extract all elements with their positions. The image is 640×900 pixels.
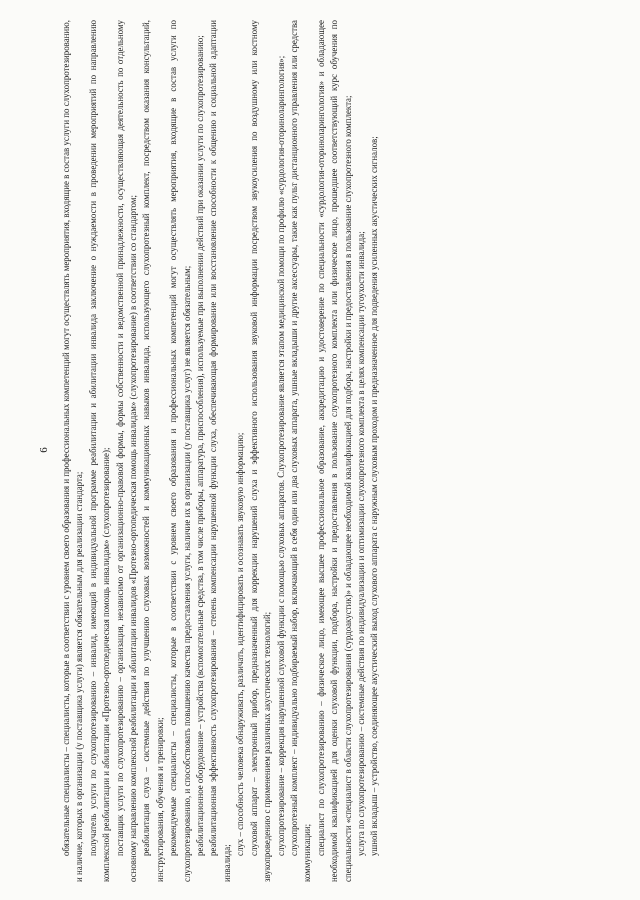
definition-hearing-aid: слуховой аппарат – электронный прибор, предназначенный для коррекции нарушений слуха и эффективного использования звуковой информации посредством звукоусиления по воздушному или костному звукопроведению с применением различных акустических технологий; — [248, 20, 273, 882]
definition-hearing-prosthetics: слухопротезирование – коррекция нарушенной слуховой функции с помощью слуховых аппаратов. Слухопротезирование является этапом медицинской помощи по профилю «сурдология-оториноларингология»; — [275, 55, 286, 856]
definition-rehabilitation-equipment: реабилитационное оборудование – устройства (вспомогательные средства, в том числе приборы, аппаратура, приспособления), используемые при выполнении действий при оказании услуги по слухопротезированию; — [195, 35, 206, 856]
document-body — [60, 20, 382, 882]
definition-ear-mold: ушной вкладыш – устройство, соединяющее акустический выход слухового аппарата с наружным слуховым проходом и предназначенное для подведения усиленных акустических сигналов; — [369, 136, 380, 856]
definition-hearing: слух – способность человека обнаруживать, различать, идентифицировать и осознавать звуковую информацию; — [235, 432, 246, 856]
definition-hearing-rehabilitation: реабилитация слуха – системные действия по улучшению слуховых возможностей и коммуникационных навыков инвалида, использующего слухопротезный комплект, посредством оказания консультаций, инструктирования, обучения и тренировки; — [141, 20, 165, 882]
definition-mandatory-specialists: обязательные специалисты – специалисты, которые в соответствии с уровнем своего образования и профессиональных компетенций могут осуществлять мероприятия, входящие в состав услуги по слухопротезированию, и наличие, которых в организации (у поставщика услуги) является обязательным для реализации стандарта; — [61, 20, 85, 882]
page-number: 6 — [38, 447, 50, 453]
definition-service-recipient: получатель услуги по слухопротезированию – инвалид, имеющий в индивидуальной программе реабилитации и абилитации инвалида заключение о нуждаемости в проведении мероприятий по направлению комплексной реабилитации и абилитации «Протезно-ортопедическая помощь инвалидам» (слухопротезирование); — [87, 20, 112, 882]
definition-rehabilitation-effectiveness: реабилитационная эффективность слухопротезирования – степень компенсации нарушенной функции слуха, обеспечивающая формирование или восстановление способности к общению и социальной адаптации инвалида; — [208, 20, 232, 882]
definition-recommended-specialists: рекомендуемые специалисты – специалисты, которые в соответствии с уровнем своего образования и профессиональных компетенций могут осуществлять мероприятия, входящие в состав услуги по слухопротезированию, и способствовать повышению качества предоставления услуги, наличие их в организации (у поставщика услуг) не является обязательным; — [168, 20, 192, 882]
definition-prosthetics-specialist: специалист по слухопротезированию – физическое лицо, имеющее высшее профессиональное образование, аккредитацию и удостоверение по специальности «сурдология-оториноларингология» и обладающее необходимой квалификацией для оценки слуховой функции, подбора, настройки и предоставления в пользование слухопротезного комплекта или физическое лицо, прошедшее соответствующий курс обучения по специальности «специалист в области слухопротезирования (сурдоакустик)» и обладающее необходимой квалификацией для подбора, настройки и предоставления в пользование слухопротезного комплекта; — [315, 20, 353, 882]
definition-prosthetic-kit: слухопротезный комплект – индивидуально подбираемый набор, включающий в себя один или два слуховых аппарата, ушные вкладыши и другие аксессуары, такие как пульт дистанционного управления или средства коммуникации; — [288, 20, 313, 882]
definition-service-provider: поставщик услуги по слухопротезированию – организация, независимо от организационно-правовой формы, формы собственности и ведомственной принадлежности, осуществляющая деятельность по отдельному основному направлению комплексной реабилитации и абилитации инвалидов «Протезно-ортопедическая помощь инвалидам» (слухопротезирование) в соответствии со стандартом; — [114, 20, 139, 882]
definition-prosthetics-service: услуга по слухопротезированию – системные действия по индивидуализации и оптимизации слухопротезного комплекта в целях компенсации тугоухости инвалида; — [355, 231, 366, 856]
